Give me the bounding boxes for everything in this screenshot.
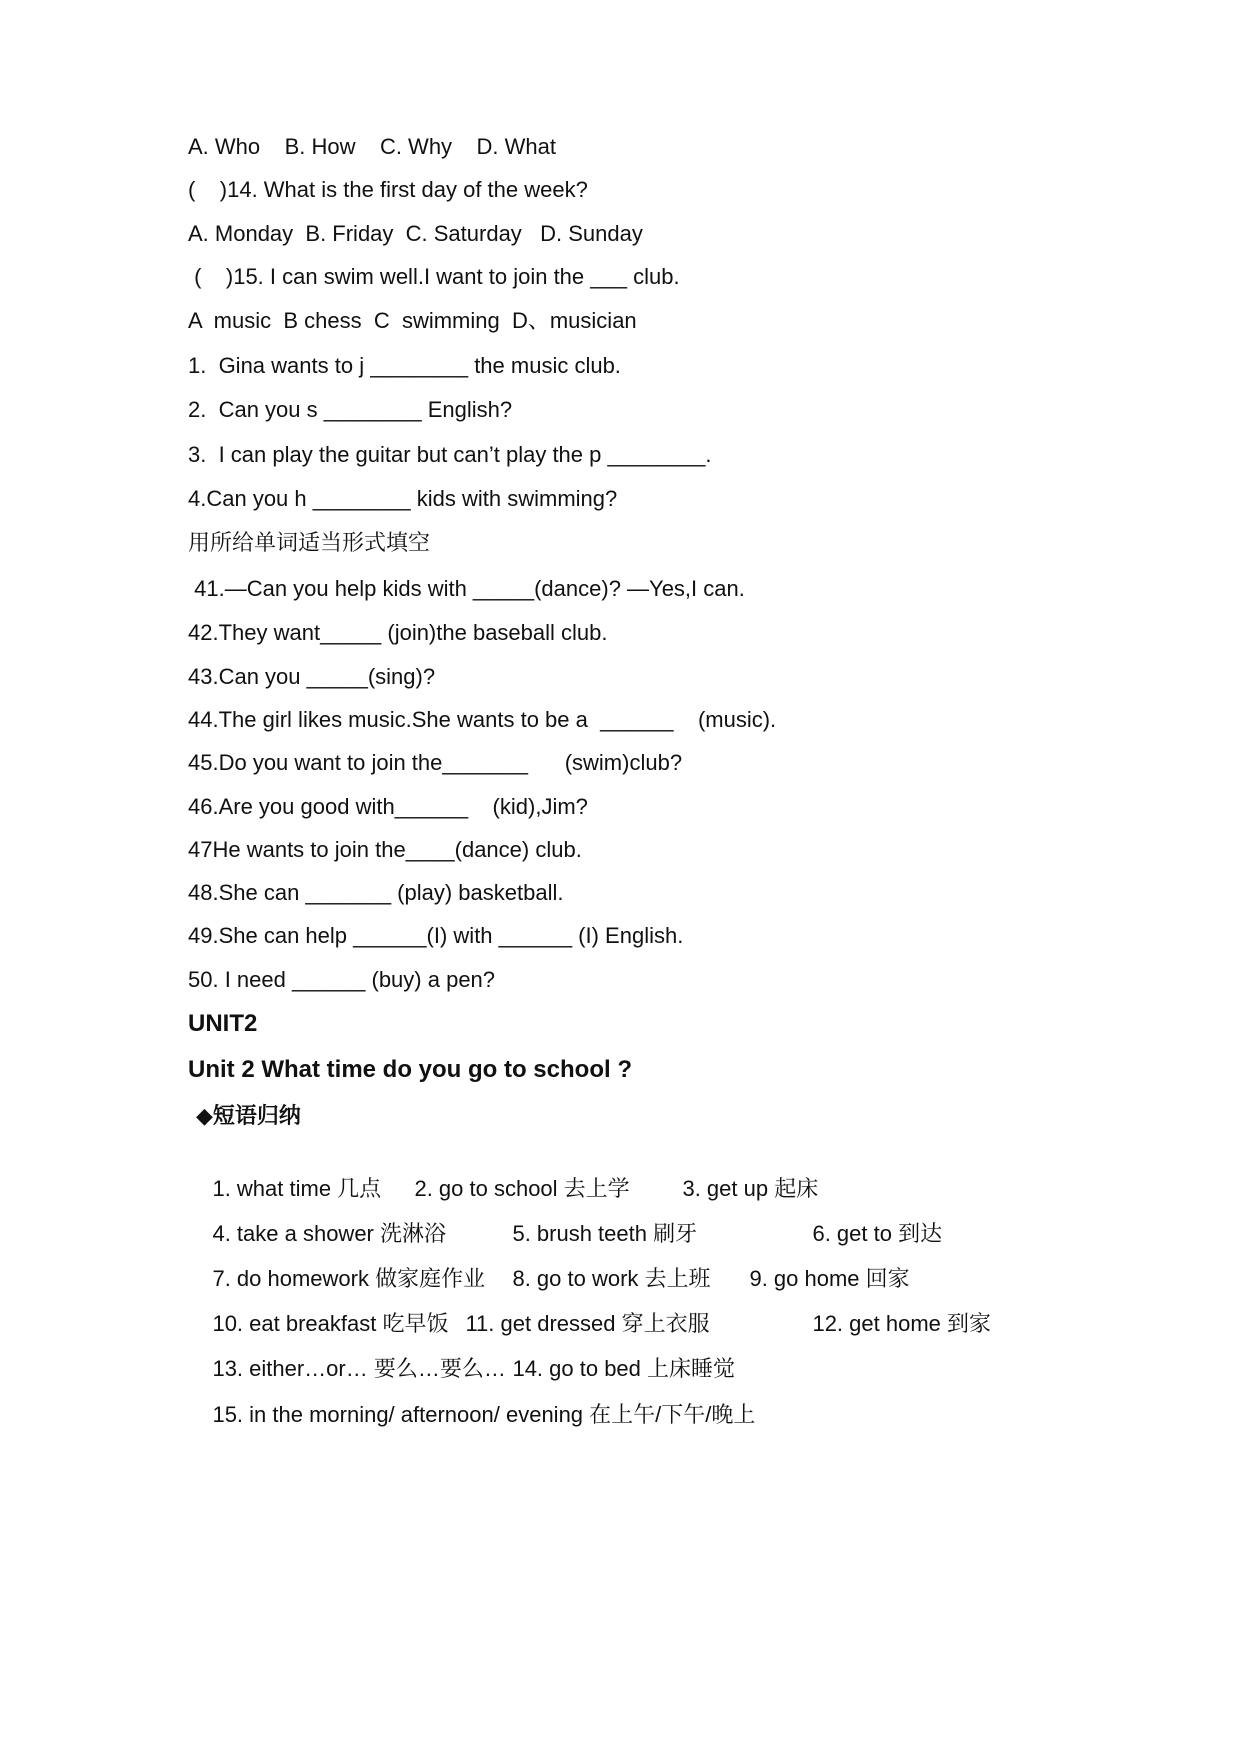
question-48: 48.She can _______ (play) basketball. <box>188 880 564 905</box>
question-44: 44.The girl likes music.She wants to be a ______ (music). <box>188 707 777 732</box>
phrase-item: 6. get to 到达 <box>812 1221 943 1246</box>
question-50: 50. I need ______ (buy) a pen? <box>188 967 496 992</box>
section-title: 用所给单词适当形式填空 <box>188 530 431 555</box>
q14-question: ( )14. What is the first day of the week? <box>188 177 588 202</box>
phrase-item: 3. get up 起床 <box>682 1176 819 1201</box>
question-46: 46.Are you good with______ (kid),Jim? <box>188 794 588 819</box>
question-49: 49.She can help ______(I) with ______ (I) English. <box>188 923 684 948</box>
phrase-item: 11. get dressed 穿上衣服 <box>465 1311 710 1336</box>
unit-title: Unit 2 What time do you go to school ? <box>188 1056 632 1083</box>
phrase-item: 10. eat breakfast 吃早饭 <box>212 1311 449 1336</box>
phrase-item: 9. go home 回家 <box>749 1266 910 1291</box>
phrase-item: 2. go to school 去上学 <box>414 1176 630 1201</box>
q13-options: A. Who B. How C. Why D. What <box>188 134 556 159</box>
phrase-item: 5. brush teeth 刷牙 <box>512 1221 698 1246</box>
question-42: 42.They want_____ (join)the baseball club. <box>188 620 608 645</box>
question-45: 45.Do you want to join the_______ (swim)club? <box>188 750 683 775</box>
phrase-item: 12. get home 到家 <box>812 1311 991 1336</box>
phrase-item: 14. go to bed 上床睡觉 <box>512 1356 736 1381</box>
phrases-heading: ◆短语归纳 <box>196 1103 301 1128</box>
phrase-item: 13. either…or… 要么…要么… <box>212 1356 506 1381</box>
q14-options: A. Monday B. Friday C. Saturday D. Sunday <box>188 221 643 246</box>
fill-item-3: 3. I can play the guitar but can’t play the p ________. <box>188 442 712 467</box>
phrase-item: 7. do homework 做家庭作业 <box>212 1266 486 1291</box>
question-43: 43.Can you _____(sing)? <box>188 664 436 689</box>
unit-heading: UNIT2 <box>188 1010 258 1037</box>
phrase-row <box>188 1373 755 1457</box>
fill-item-2: 2. Can you s ________ English? <box>188 397 513 422</box>
q15-question: ( )15. I can swim well.I want to join the ___ club. <box>188 264 680 289</box>
phrase-item: 8. go to work 去上班 <box>512 1266 711 1291</box>
phrase-item: 4. take a shower 洗淋浴 <box>212 1221 446 1246</box>
phrase-item: 1. what time 几点 <box>212 1176 382 1201</box>
question-41: 41.—Can you help kids with _____(dance)? —Yes,I can. <box>188 576 745 601</box>
q15-options: A music B chess C swimming D、musician <box>188 308 637 333</box>
fill-item-4: 4.Can you h ________ kids with swimming? <box>188 486 618 511</box>
phrase-item: 15. in the morning/ afternoon/ evening 在上午/下午/晚上 <box>212 1402 756 1427</box>
question-47: 47He wants to join the____(dance) club. <box>188 837 582 862</box>
fill-item-1: 1. Gina wants to j ________ the music club. <box>188 353 621 378</box>
